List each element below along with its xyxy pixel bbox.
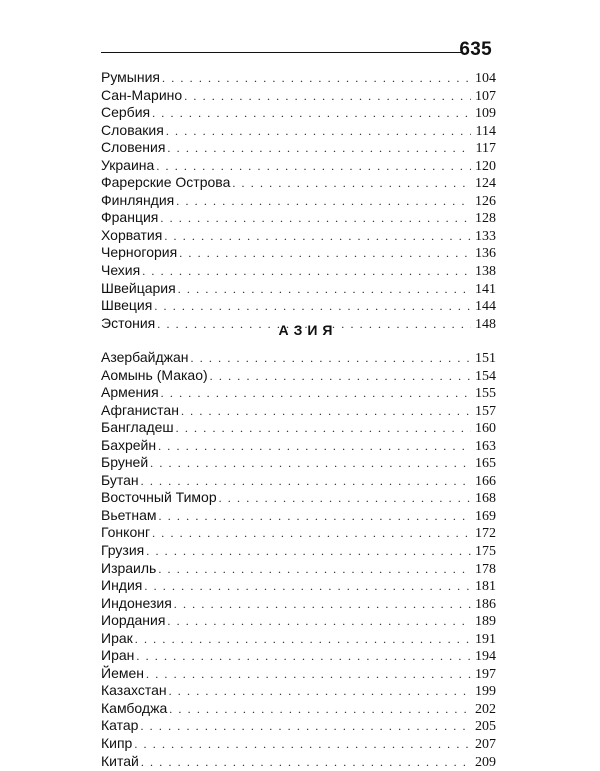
toc-entry (101, 542, 496, 560)
toc-entry (101, 209, 496, 227)
toc-entry-title: Швейцария (101, 279, 176, 296)
dot-leader (146, 543, 471, 561)
toc-entry (101, 524, 496, 542)
dot-leader (136, 648, 471, 666)
toc-entry (101, 244, 496, 262)
dot-leader (158, 561, 471, 579)
toc-entry (101, 192, 496, 210)
toc-entry-page-number: 117 (475, 141, 496, 157)
toc-entry-page-number: 148 (475, 316, 496, 332)
toc-entry (101, 174, 496, 192)
toc-entry-title: Швеция (101, 297, 153, 314)
dot-leader (150, 455, 471, 473)
toc-entry-title: Финляндия (101, 191, 175, 208)
toc-entry (101, 157, 496, 175)
toc-entry-title: Франция (101, 209, 159, 226)
toc-entry-title: Чехия (101, 262, 141, 279)
dot-leader (140, 718, 471, 736)
toc-entry-title: Словения (101, 139, 166, 156)
toc-entry-page-number: 168 (475, 491, 496, 507)
toc-entry-page-number: 202 (475, 701, 496, 717)
dot-leader (176, 193, 471, 211)
toc-entry-title: Эстония (101, 314, 156, 331)
toc-entry (101, 437, 496, 455)
toc-entry-page-number: 104 (475, 71, 496, 86)
toc-entry-title: Восточный Тимор (101, 489, 217, 506)
toc-entry-page-number: 178 (475, 561, 496, 577)
toc-entry (101, 700, 496, 718)
dot-leader (146, 666, 471, 684)
toc-entry-title: Бруней (101, 454, 149, 471)
toc-entry (101, 595, 496, 613)
toc-entry-title: Камбоджа (101, 699, 168, 716)
dot-leader (152, 105, 471, 123)
toc-entry-title: Хорватия (101, 226, 163, 243)
toc-entry (101, 402, 496, 420)
toc-entry-title: Вьетнам (101, 506, 157, 523)
toc-entry (101, 630, 496, 648)
toc-entry-page-number: 197 (475, 666, 496, 682)
toc-entry-title: Иордания (101, 612, 166, 629)
toc-entry (101, 454, 496, 472)
toc-entry-title: Йемен (101, 664, 144, 681)
toc-entry (101, 507, 496, 525)
dot-leader (166, 123, 471, 141)
toc-entry-title: Черногория (101, 244, 178, 261)
toc-entry-title: Азербайджан (101, 349, 189, 365)
toc-entry (101, 367, 496, 385)
toc-entry-page-number: 114 (475, 123, 496, 139)
toc-entry-page-number: 124 (475, 176, 496, 192)
toc-entry (101, 297, 496, 315)
dot-leader (158, 438, 471, 456)
dot-leader (232, 175, 471, 193)
toc-entry (101, 87, 496, 105)
toc-entry (101, 560, 496, 578)
toc-entry-title: Аомынь (Макао) (101, 366, 208, 383)
dot-leader (167, 140, 471, 158)
toc-entry (101, 349, 496, 367)
toc-entry-title: Ирак (101, 629, 133, 646)
toc-entry-title: Индия (101, 577, 143, 594)
toc-entry-page-number: 141 (475, 281, 496, 297)
dot-leader (141, 473, 471, 491)
dot-leader (174, 596, 471, 614)
toc-entry (101, 717, 496, 735)
dot-leader (210, 368, 471, 386)
toc-entry-page-number: 126 (475, 193, 496, 209)
toc-entry-title: Армения (101, 384, 159, 401)
toc-entry-page-number: 186 (475, 596, 496, 612)
toc-entry-page-number: 194 (475, 649, 496, 665)
dot-leader (156, 158, 471, 176)
header-rule (101, 52, 461, 53)
dot-leader (184, 88, 471, 106)
toc-entry-page-number: 166 (475, 473, 496, 489)
toc-entry-title: Румыния (101, 69, 161, 85)
toc-entry (101, 384, 496, 402)
toc-entry-page-number: 205 (475, 719, 496, 735)
toc-entry-page-number: 109 (475, 106, 496, 122)
toc-entry-page-number: 155 (475, 386, 496, 402)
toc-entry-title: Афганистан (101, 401, 179, 418)
toc-entry-title: Гонконг (101, 524, 151, 541)
toc-entry (101, 122, 496, 140)
toc-entry-title: Катар (101, 717, 139, 734)
toc-entry-page-number: 136 (475, 246, 496, 262)
toc-entry-title: Израиль (101, 559, 157, 576)
dot-leader (162, 70, 471, 88)
toc-entry-page-number: 160 (475, 421, 496, 437)
page-number: 635 (459, 39, 492, 60)
toc-entry-page-number: 157 (475, 403, 496, 419)
toc-entry-page-number: 120 (475, 158, 496, 174)
toc-entry-page-number: 181 (475, 579, 496, 595)
toc-entry-page-number: 138 (475, 264, 496, 280)
toc-entry (101, 577, 496, 595)
dot-leader (161, 385, 471, 403)
toc-entry (101, 280, 496, 298)
dot-leader (142, 263, 471, 281)
toc-entry (101, 104, 496, 122)
dot-leader (169, 701, 471, 719)
toc-entry-title: Индонезия (101, 594, 172, 611)
toc-entry-page-number: 209 (475, 754, 496, 770)
toc-entry-page-number: 172 (475, 526, 496, 542)
dot-leader (169, 683, 471, 701)
toc-entry-page-number: 175 (475, 544, 496, 560)
toc-entry (101, 227, 496, 245)
dot-leader (152, 525, 471, 543)
toc-entry (101, 472, 496, 490)
toc-entry-page-number: 199 (475, 684, 496, 700)
dot-leader (135, 631, 471, 649)
dot-leader (176, 420, 471, 438)
toc-entry-page-number: 133 (475, 228, 496, 244)
toc-entry-page-number: 154 (475, 368, 496, 384)
toc-entry-title: Грузия (101, 542, 145, 559)
toc-entry (101, 612, 496, 630)
dot-leader (178, 281, 471, 299)
toc-entry-title: Кипр (101, 735, 133, 752)
toc-entry-title: Украина (101, 156, 155, 173)
toc-entry-page-number: 163 (475, 438, 496, 454)
toc-entry-title: Словакия (101, 121, 164, 138)
asia-toc-list (101, 349, 496, 770)
toc-entry (101, 682, 496, 700)
toc-entry (101, 753, 496, 771)
toc-entry (101, 665, 496, 683)
toc-entry (101, 647, 496, 665)
section-heading-asia: АЗИЯ (278, 322, 338, 338)
dot-leader (154, 298, 471, 316)
dot-leader (167, 613, 471, 631)
toc-entry (101, 139, 496, 157)
dot-leader (191, 350, 471, 368)
dot-leader (179, 245, 471, 263)
toc-entry-title: Бангладеш (101, 419, 174, 436)
toc-entry-page-number: 128 (475, 211, 496, 227)
toc-entry-title: Бахрейн (101, 436, 157, 453)
toc-entry (101, 419, 496, 437)
dot-leader (164, 228, 471, 246)
toc-entry-page-number: 107 (475, 88, 496, 104)
dot-leader (160, 210, 471, 228)
toc-entry-title: Казахстан (101, 682, 167, 699)
europe-toc-list (101, 69, 496, 332)
toc-entry-page-number: 191 (475, 631, 496, 647)
dot-leader (181, 403, 471, 421)
dot-leader (159, 508, 471, 526)
toc-entry-page-number: 151 (475, 351, 496, 366)
toc-entry-page-number: 144 (475, 299, 496, 315)
toc-entry (101, 69, 496, 87)
toc-entry-page-number: 189 (475, 614, 496, 630)
dot-leader (141, 754, 471, 771)
dot-leader (134, 736, 471, 754)
toc-entry-title: Китай (101, 752, 139, 769)
toc-entry-page-number: 207 (475, 737, 496, 753)
dot-leader (219, 490, 471, 508)
toc-entry-page-number: 169 (475, 508, 496, 524)
toc-entry (101, 489, 496, 507)
toc-entry-title: Сан-Марино (101, 86, 183, 103)
toc-entry-page-number: 165 (475, 456, 496, 472)
toc-entry-title: Сербия (101, 104, 151, 121)
toc-entry (101, 262, 496, 280)
toc-entry-title: Иран (101, 647, 135, 664)
dot-leader (144, 578, 471, 596)
toc-entry-title: Бутан (101, 471, 139, 488)
toc-entry-title: Фарерские Острова (101, 174, 231, 191)
